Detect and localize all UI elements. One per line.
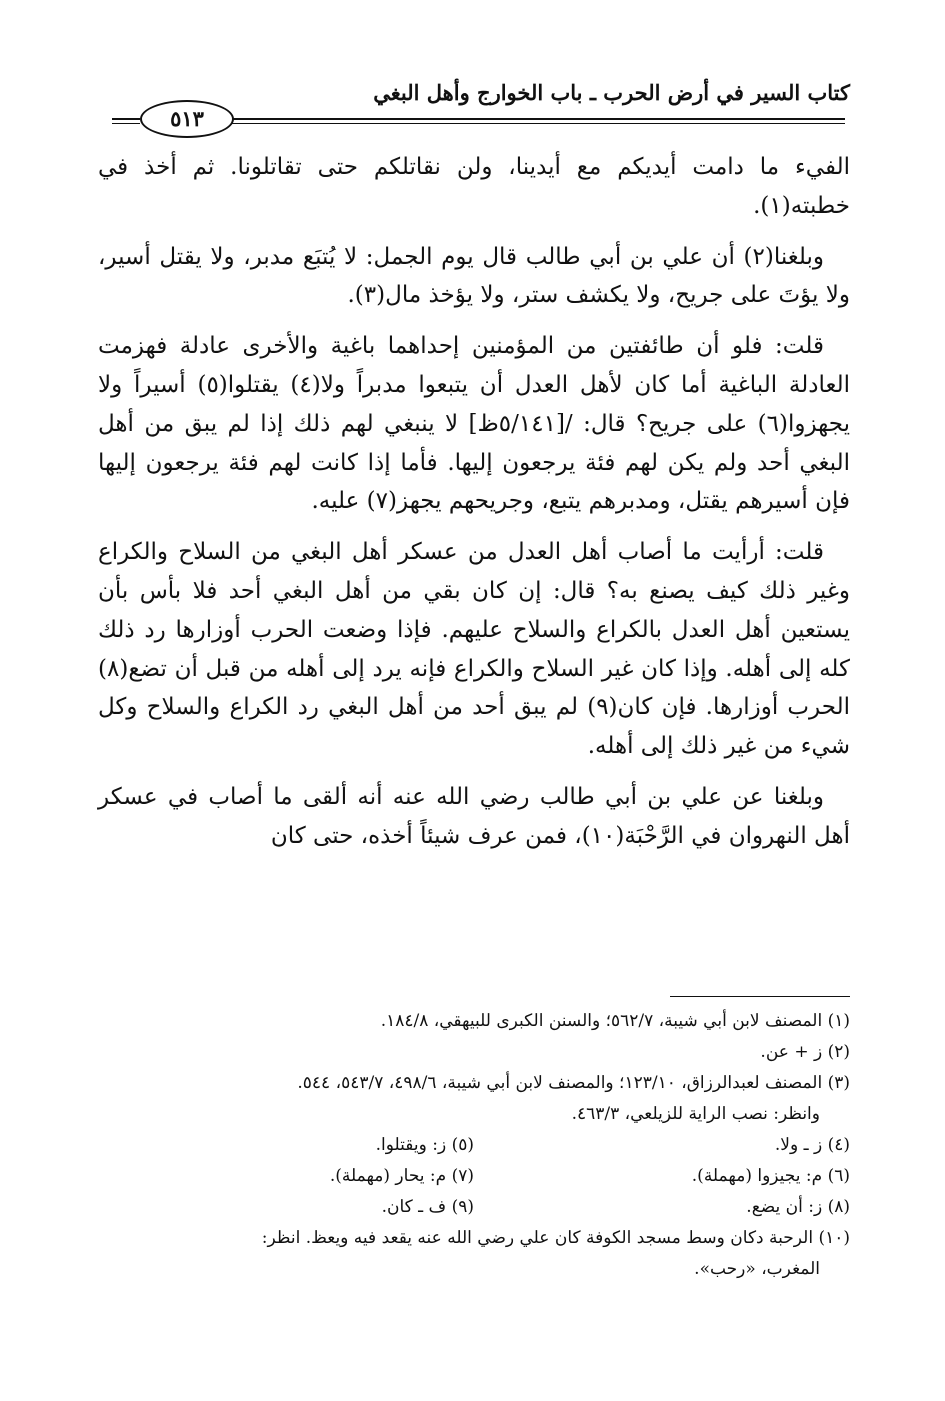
page-number-frame	[140, 100, 232, 136]
footnote-7: (٧) م: يحار (مهملة).	[329, 1166, 474, 1186]
footnote-10: (١٠) الرحبة دكان وسط مسجد الكوفة كان علي رضي الله عنه يقعد فيه ويعظ. انظر:	[261, 1228, 850, 1248]
page-number: ٥١٣	[140, 100, 234, 138]
footnote-row-4-5	[98, 1130, 850, 1161]
footnote-8: (٨) ز: أن يضع.	[746, 1197, 850, 1217]
footnote-2: (٢) ز + عن.	[760, 1042, 850, 1062]
paragraph-3: قلت: فلو أن طائفتين من المؤمنين إحداهما باغية والأخرى عادلة فهزمت العادلة الباغية أما كان لأهل العدل أن يتبعوا مدبراً ولا(٤) يقتلوا(٥) أسيراً ولا يجهزوا(٦) على جريح؟ قال: /[٥/١٤١ظ] لا ينبغي لهم ذلك إذا لم يبق من أهل البغي أحد ولم يكن لهم فئة يرجعون إليها. فأما إذا كانت لهم فئة يرجعون إليها فإن أسيرهم يقتل، ومدبرهم يتبع، وجريحهم يجهز(٧) عليه.	[98, 333, 850, 515]
footnote-10-continuation: المغرب، «رحب».	[694, 1259, 820, 1279]
footnote-9: (٩) ف ـ كان.	[381, 1197, 474, 1217]
paragraph-1: الفيء ما دامت أيديكم مع أيدينا، ولن نقاتلكم حتى تقاتلونا. ثم أخذ في خطبته(١).	[98, 154, 850, 219]
main-text	[98, 148, 850, 868]
paragraph-4: قلت: أرأيت ما أصاب أهل العدل من عسكر أهل البغي من السلاح والكراع وغير ذلك كيف يصنع به؟ قال: إن كان بقي من أهل البغي أحد فلا بأس بأن يستعين أهل العدل بالكراع والسلاح عليهم. فإذا وضعت الحرب أوزارها رد ذلك كله إلى أهله. وإذا كان غير السلاح والكراع فإنه يرد إلى أهله من قبل أن تضع(٨) الحرب أوزارها. فإن كان(٩) لم يبق أحد من أهل البغي رد الكراع والسلاح وكل شيء من غير ذلك إلى أهله.	[98, 539, 850, 760]
running-title: كتاب السير في أرض الحرب ـ باب الخوارج وأهل البغي	[373, 80, 850, 105]
paragraph-2: وبلغنا(٢) أن علي بن أبي طالب قال يوم الجمل: لا يُتبَع مدبر، ولا يقتل أسير، ولا يؤتَ على جريح، ولا يكشف ستر، ولا يؤخذ مال(٣).	[98, 243, 850, 309]
footnotes	[98, 1006, 850, 1285]
footnote-row-8-9	[98, 1192, 850, 1223]
footnote-1: (١) المصنف لابن أبي شيبة، ٥٦٢/٧؛ والسنن الكبرى للبيهقي، ١٨٤/٨.	[380, 1011, 850, 1031]
footnote-separator	[670, 996, 850, 997]
footnote-3: (٣) المصنف لعبدالرزاق، ١٢٣/١٠؛ والمصنف لابن أبي شيبة، ٤٩٨/٦، ٥٤٣/٧، ٥٤٤.	[297, 1073, 850, 1093]
footnote-row-6-7	[98, 1161, 850, 1192]
footnote-4: (٤) ز ـ ولا.	[774, 1135, 850, 1155]
footnote-6: (٦) م: يجيزوا (مهملة).	[691, 1166, 850, 1186]
footnote-5: (٥) ز: ويقتلوا.	[375, 1135, 474, 1155]
footnote-3-continuation: وانظر: نصب الراية للزيلعي، ٤٦٣/٣.	[571, 1104, 820, 1124]
paragraph-5: وبلغنا عن علي بن أبي طالب رضي الله عنه أنه ألقى ما أصاب في عسكر أهل النهروان في الرَّحْبَة(١٠)، فمن عرف شيئاً أخذه، حتى كان	[98, 783, 850, 849]
